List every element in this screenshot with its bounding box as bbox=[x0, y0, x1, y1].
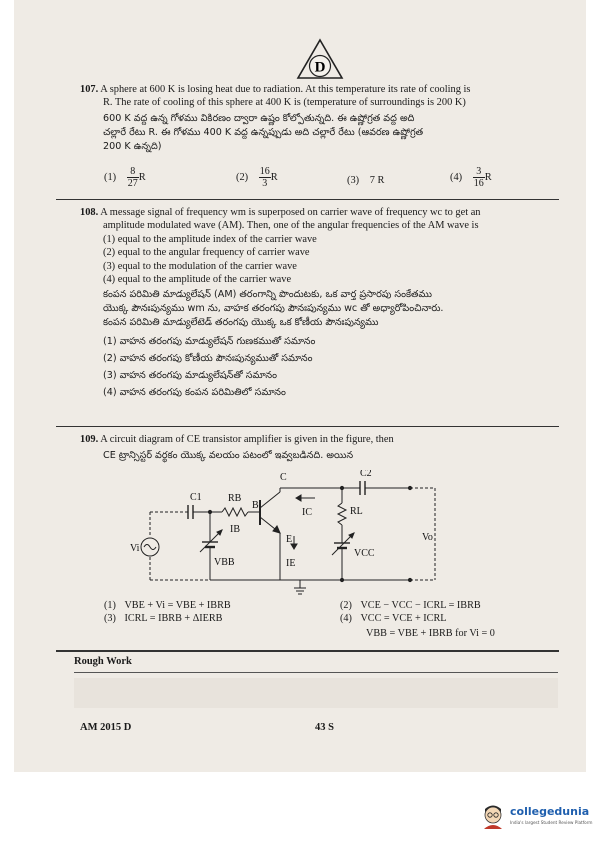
option-number: (4) bbox=[450, 171, 463, 183]
brand-tagline: India's largest Student Review Platform bbox=[510, 820, 593, 825]
option-number: (2) bbox=[340, 600, 352, 611]
ce-amplifier-circuit bbox=[110, 470, 440, 600]
option-text: VBB = VBE + IBRB for Vi = 0 bbox=[366, 628, 495, 639]
option-2-telugu: (2) వాహన తరంగపు కోణీయ పౌనఃపున్యముతో సమానం bbox=[103, 353, 313, 365]
page-number: 43 S bbox=[315, 722, 334, 733]
brand-logo bbox=[480, 801, 593, 835]
fraction-numerator: 16 bbox=[259, 166, 270, 177]
fraction-denominator: 27 bbox=[127, 178, 138, 189]
label-collector: C bbox=[280, 472, 287, 483]
option-text: ICRL = IBRB + ΔIERB bbox=[124, 613, 223, 624]
question-number: 108. bbox=[80, 207, 99, 218]
question-text: amplitude modulated wave (AM). Then, one of the angular frequencies of the AM wave is bbox=[103, 220, 479, 232]
rough-work-top-border bbox=[74, 672, 558, 673]
fraction-denominator: 3 bbox=[262, 178, 268, 189]
question-108 bbox=[80, 206, 565, 401]
option-number: (1) bbox=[104, 171, 117, 183]
question-text-telugu: కంపన పరిమితి మాడ్యులేషన్ (AM) తరంగాన్ని పొందుటకు, ఒక వార్త ప్రసారపు సంకేతము bbox=[103, 289, 432, 301]
option-text: VCE − VCC − ICRL = IBRB bbox=[360, 600, 481, 611]
option-3: (3) equal to the modulation of the carrier wave bbox=[103, 260, 297, 272]
label-c2: C2 bbox=[360, 470, 372, 479]
option-text: 7 R bbox=[369, 175, 385, 186]
option-number: (2) bbox=[236, 171, 249, 183]
fraction-denominator: 16 bbox=[473, 178, 484, 189]
student-avatar-icon bbox=[480, 803, 506, 831]
question-109 bbox=[80, 433, 565, 463]
question-text-telugu: చల్లారే రేటు R. ఈ గోళము 400 K వద్ద ఉన్నప్పుడు అది చల్లారే రేటు (ఆవరణ ఉష్ణోగ్రత bbox=[103, 126, 424, 138]
rough-work-area bbox=[74, 678, 558, 708]
label-vi: Vi bbox=[130, 543, 140, 554]
booklet-code-badge bbox=[296, 38, 344, 80]
label-vbb: VBB bbox=[214, 557, 235, 568]
option-suffix: R bbox=[138, 171, 146, 183]
option-number: (3) bbox=[347, 175, 360, 186]
option-1 bbox=[104, 600, 231, 613]
option-text: VBE + Vi = VBE + IBRB bbox=[124, 600, 231, 611]
question-107 bbox=[80, 83, 565, 154]
booklet-code-letter: D bbox=[314, 59, 326, 76]
question-text-telugu: CE ట్రాన్సిస్టర్ వర్థకం యొక్క వలయం పటంలో ఇవ్వబడినది. అయిన bbox=[103, 450, 354, 462]
option-number: (3) bbox=[104, 613, 116, 624]
label-ic: IC bbox=[302, 507, 312, 518]
option-3 bbox=[104, 613, 222, 626]
question-number: 109. bbox=[80, 434, 99, 445]
label-emitter: E bbox=[286, 534, 293, 545]
divider bbox=[56, 650, 559, 652]
fraction-numerator: 8 bbox=[127, 166, 139, 178]
option-1 bbox=[104, 166, 146, 189]
option-3-telugu: (3) వాహన తరంగపు మాడ్యులేషన్‌తో సమానం bbox=[103, 370, 278, 382]
fraction-numerator: 3 bbox=[473, 166, 485, 178]
label-base: B bbox=[252, 500, 259, 511]
question-text-telugu: కంపన పరిమితి మాడ్యులేటెడ్ తరంగపు యొక్క ఒక కోణీయ పౌనఃపున్యము bbox=[103, 317, 379, 329]
label-c1: C1 bbox=[190, 492, 202, 503]
footer-code: AM 2015 D bbox=[80, 722, 132, 733]
option-text: VCC = VCE + ICRL bbox=[360, 613, 447, 624]
option-1: (1) equal to the amplitude index of the carrier wave bbox=[103, 233, 317, 245]
option-3 bbox=[347, 174, 384, 187]
question-text: A circuit diagram of CE transistor amplifier is given in the figure, then bbox=[100, 434, 394, 445]
label-ie: IE bbox=[286, 558, 296, 569]
option-2 bbox=[340, 600, 481, 613]
option-2 bbox=[236, 166, 278, 189]
question-text: A sphere at 600 K is losing heat due to radiation. At this temperature its rate of cooling is bbox=[100, 84, 471, 95]
question-number: 107. bbox=[80, 84, 99, 95]
label-ib: IB bbox=[230, 524, 240, 535]
divider bbox=[56, 426, 559, 427]
brand-name: collegedunia bbox=[510, 805, 590, 818]
question-text: R. The rate of cooling of this sphere at 400 K is (temperature of surroundings is 200 K) bbox=[103, 97, 466, 109]
option-4-continuation bbox=[366, 628, 495, 641]
label-vcc: VCC bbox=[354, 548, 375, 559]
question-text-telugu: యొక్క పౌనఃపున్యము wm ను, వాహక తరంగపు పౌనఃపున్యము wc తో అధ్యారోపించినారు. bbox=[103, 303, 444, 315]
option-number: (4) bbox=[340, 613, 352, 624]
label-rb: RB bbox=[228, 493, 242, 504]
option-4 bbox=[340, 613, 446, 626]
option-4 bbox=[450, 166, 492, 189]
option-4-telugu: (4) వాహన తరంగపు కంపన పరిమితిలో సమానం bbox=[103, 387, 286, 399]
question-text-telugu: 200 K ఉన్నది) bbox=[103, 140, 162, 152]
option-suffix: R bbox=[484, 171, 492, 183]
question-text: A message signal of frequency wm is superposed on carrier wave of frequency wc to get an bbox=[100, 207, 481, 218]
option-4: (4) equal to the amplitude of the carrier wave bbox=[103, 274, 292, 286]
option-number: (1) bbox=[104, 600, 116, 611]
option-1-telugu: (1) వాహన తరంగపు మాడ్యులేషన్ గుణకముతో సమానం bbox=[103, 336, 316, 348]
rough-work-label: Rough Work bbox=[74, 656, 132, 667]
question-text-telugu: 600 K వద్ద ఉన్న గోళము వికిరణం ద్వారా ఉష్ణం కోల్పోతున్నది. ఈ ఉష్ణోగ్రత వద్ద అది bbox=[103, 112, 415, 124]
divider bbox=[56, 199, 559, 200]
label-vo: Vo bbox=[422, 532, 433, 543]
option-suffix: R bbox=[270, 171, 278, 183]
label-rl: RL bbox=[350, 506, 363, 517]
option-2: (2) equal to the angular frequency of carrier wave bbox=[103, 247, 310, 259]
